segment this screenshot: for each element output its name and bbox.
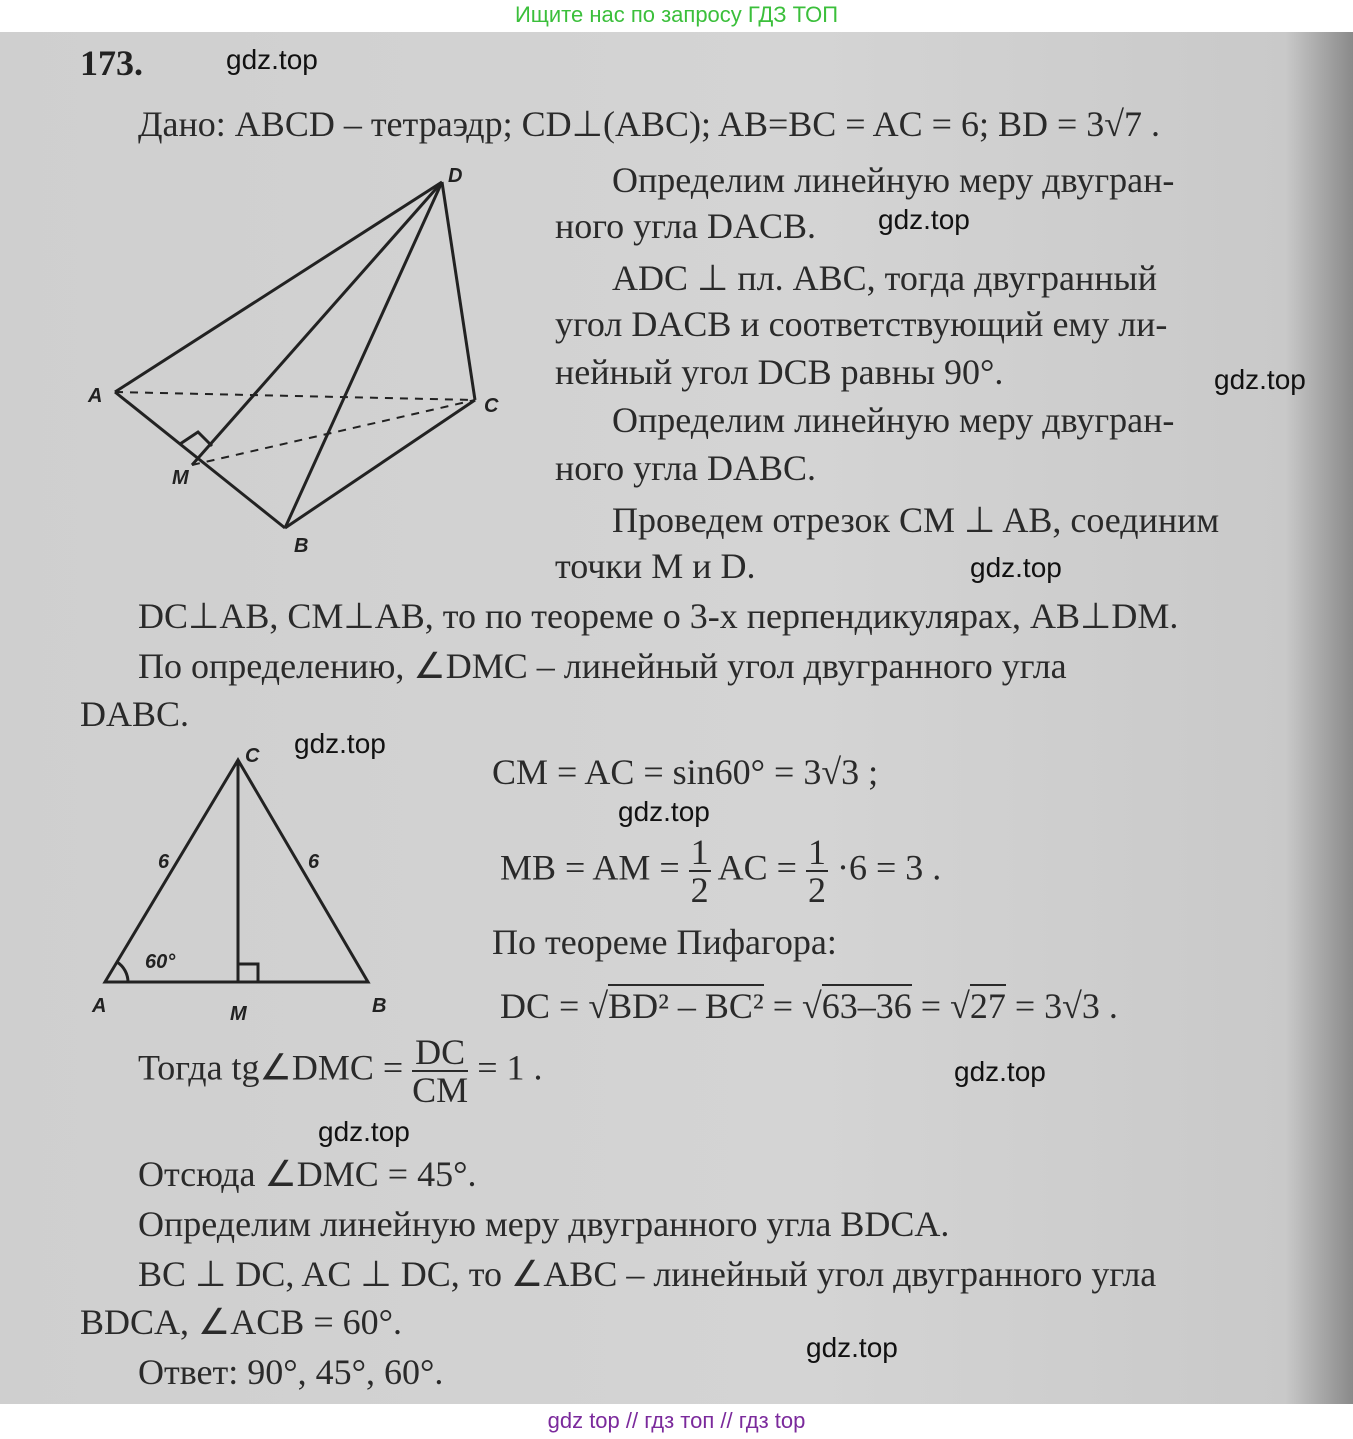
formula-part: = √ <box>763 986 822 1026</box>
watermark: gdz.top <box>1214 364 1306 395</box>
formula-part: Тогда tg∠DMC = <box>138 1047 404 1088</box>
denominator: 2 <box>690 870 709 910</box>
triangle-figure <box>80 740 420 1030</box>
label-b: B <box>372 995 387 1017</box>
formula-part: AC = <box>717 847 797 888</box>
radicand: 27 <box>969 986 1006 1026</box>
numerator: 1 <box>807 832 826 872</box>
radicand: 63–36 <box>821 986 912 1026</box>
bottom-banner: gdz top // гдз топ // гдз top <box>0 1404 1353 1439</box>
tetrahedron-figure <box>80 160 540 560</box>
denominator: CM <box>412 1070 469 1110</box>
label-m: M <box>230 1003 247 1025</box>
pythagoras-line: По теореме Пифагора: <box>492 922 837 962</box>
formula-dc <box>500 986 1118 1027</box>
formula-part: DC = √ <box>500 986 609 1026</box>
numerator: DC <box>412 1034 468 1072</box>
text-line: ного угла DABC. <box>555 448 817 488</box>
text-line: Отсюда ∠DMC = 45°. <box>138 1154 477 1194</box>
text-line: Проведем отрезок CM ⊥ AB, соединим <box>612 500 1220 540</box>
formula-part: MB = AM = <box>500 847 680 888</box>
watermark: gdz.top <box>878 204 970 235</box>
watermark: gdz.top <box>618 796 710 827</box>
answer-line: Ответ: 90°, 45°, 60°. <box>138 1352 444 1392</box>
denominator: 2 <box>807 870 826 910</box>
formula-part: ·6 = 3 . <box>836 847 942 888</box>
formula-part: = √ <box>911 986 970 1026</box>
formula-mb <box>500 834 941 908</box>
formula-part: = 1 . <box>477 1047 543 1088</box>
top-banner: Ищите нас по запросу ГДЗ ТОП <box>0 0 1353 32</box>
text-line: BC ⊥ DC, AC ⊥ DC, то ∠ABC – линейный угол двугранного угла <box>138 1254 1157 1294</box>
label-a: A <box>92 995 107 1017</box>
problem-number: 173. <box>80 43 143 83</box>
text-line: угол DACB и соответствующий ему ли- <box>555 304 1168 344</box>
text-line: ного угла DACB. <box>555 206 817 246</box>
label-c: C <box>245 745 260 767</box>
watermark: gdz.top <box>806 1332 898 1363</box>
radicand: BD² – BC² <box>608 986 764 1026</box>
label-d: D <box>448 165 463 187</box>
given-line: Дано: ABCD – тетраэдр; CD⊥(ABC); AB=BC = AC = 6; BD = 3√7 . <box>138 104 1161 144</box>
label-c: C <box>484 395 499 417</box>
label-m: M <box>172 467 189 489</box>
text-line: DABC. <box>80 694 190 734</box>
watermark: gdz.top <box>970 552 1062 583</box>
label-a: A <box>88 385 103 407</box>
text-line: DC⊥AB, CM⊥AB, то по теореме о 3-х перпендикулярах, AB⊥DM. <box>138 596 1179 636</box>
formula-tg <box>138 1034 543 1108</box>
numerator: 1 <box>690 832 709 872</box>
watermark: gdz.top <box>294 728 386 759</box>
side-ac-label: 6 <box>158 851 170 873</box>
text-line: BDCA, ∠ACB = 60°. <box>80 1302 403 1342</box>
text-line: По определению, ∠DMC – линейный угол двугранного угла <box>138 646 1067 686</box>
text-line: ADC ⊥ пл. ABC, тогда двугранный <box>612 258 1157 298</box>
watermark: gdz.top <box>226 44 318 75</box>
text-line: нейный угол DCB равны 90°. <box>555 352 1004 392</box>
text-line: точки M и D. <box>555 546 756 586</box>
formula-part: = 3√3 . <box>1005 986 1118 1026</box>
text-line: Определим линейную меру двугранного угла BDCA. <box>138 1204 950 1244</box>
side-bc-label: 6 <box>308 851 320 873</box>
label-b: B <box>294 535 309 557</box>
angle-label: 60° <box>145 951 176 973</box>
watermark: gdz.top <box>954 1056 1046 1087</box>
watermark: gdz.top <box>318 1116 410 1147</box>
text-line: Определим линейную меру двугран- <box>612 400 1175 440</box>
text-line: Определим линейную меру двугран- <box>612 160 1175 200</box>
formula-cm: CM = AC = sin60° = 3√3 ; <box>492 752 879 792</box>
